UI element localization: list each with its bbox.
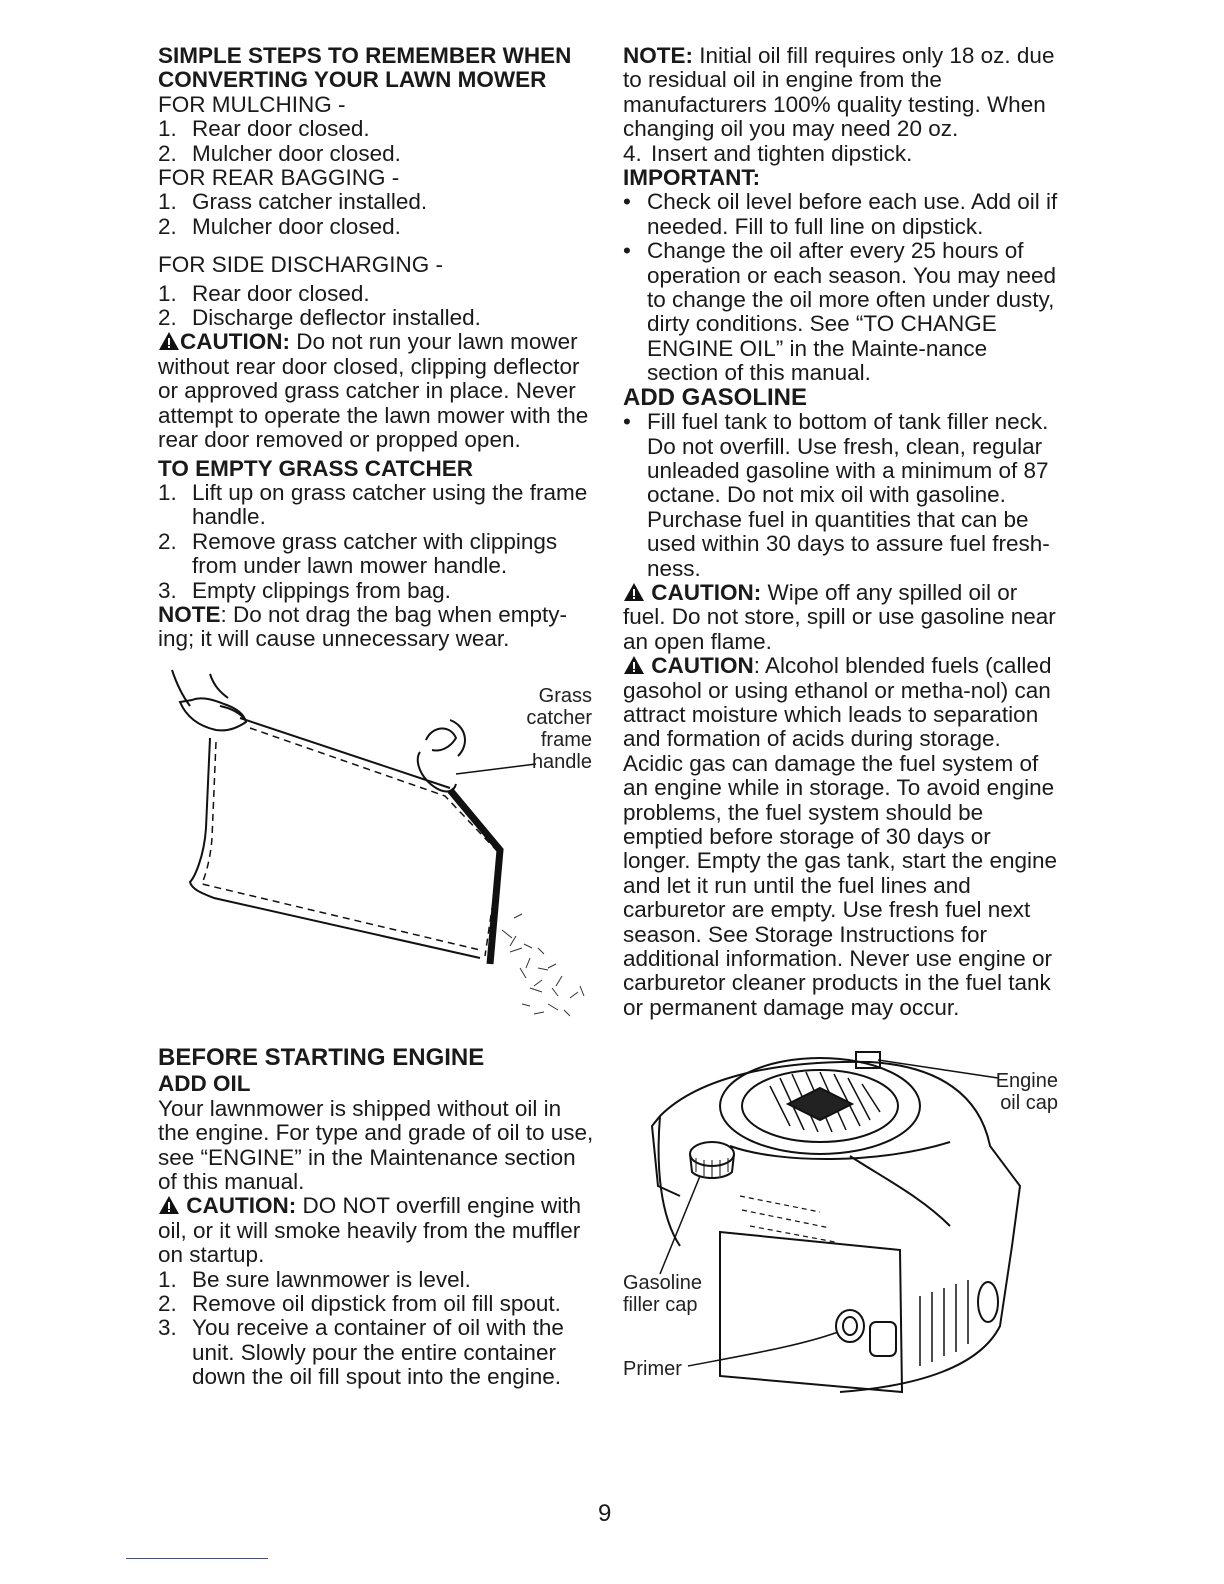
caution-alcohol-fuels: CAUTION: Alcohol blended fuels (called gasohol or using ethanol or metha-nol) can attract moisture which leads to separation and formation of acids during storage. Acidic gas can damage the fuel system of an engine while in storage. To avoid engine problems, the fuel system should be emptied before storage of 30 days or longer. Empty the gas tank, start the engine and let it run until the fuel lines and carburetor are empty. Use fresh fuel next season. See Storage Instructions for additional information. Never use engine or carburetor cleaner products in the fuel tank or permanent damage may occur.: [623, 653, 1058, 1020]
caution-overfill: CAUTION: DO NOT overfill engine with oil, or it will smoke heavily from the muffler on startup.: [158, 1193, 581, 1268]
note-initial-oil: NOTE: Initial oil fill requires only 18 oz. due to residual oil in engine from the manufacturers 100% quality testing. When changing oil you may need 20 oz.: [623, 43, 1055, 142]
grass-catcher-label: Grass catcher frame handle: [526, 685, 592, 773]
empty-catcher-heading: TO EMPTY GRASS CATCHER: [158, 455, 474, 481]
caution-rear-door: CAUTION: Do not run your lawn mower without rear door closed, clipping deflector or approved grass catcher in place. Never attempt to operate the lawn mower with the rear door removed or propped open.: [158, 329, 589, 453]
list-item: 1. Be sure lawnmower is level.: [158, 1266, 471, 1292]
list-item: • Change the oil after every 25 hours of operation or each season. You may need to change the oil more often under dusty, dirty conditions. See “TO CHANGE ENGINE OIL” in the Mainte-nance section of this manual.: [623, 238, 1057, 386]
add-oil-text: Your lawnmower is shipped without oil in the engine. For type and grade of oil to use, see “ENGINE” in the Maintenance section of this manual.: [158, 1095, 594, 1195]
rear-bagging-heading: FOR REAR BAGGING -: [158, 165, 400, 191]
warning-icon: [623, 655, 645, 675]
important-heading: IMPORTANT:: [623, 165, 761, 191]
list-item: 1. Grass catcher installed.: [158, 189, 428, 215]
list-item: 2. Discharge deflector installed.: [158, 305, 481, 331]
section-title: SIMPLE STEPS TO REMEMBER WHEN CONVERTING YOUR LAWN MOWER: [158, 43, 572, 93]
list-item: 3. You receive a container of oil with the unit. Slowly pour the entire container down the oil fill spout into the engine.: [158, 1315, 564, 1390]
warning-icon: [158, 1195, 180, 1215]
caution-spilled-fuel: CAUTION: Wipe off any spilled oil or fuel. Do not store, spill or use gasoline near an open flame.: [623, 579, 1056, 654]
list-item: 1. Rear door closed.: [158, 280, 370, 306]
note-drag-bag: NOTE: Do not drag the bag when empty-ing; it will cause unnecessary wear.: [158, 601, 567, 652]
list-item: 2. Mulcher door closed.: [158, 213, 401, 239]
list-item: 1. Rear door closed.: [158, 116, 370, 142]
page-number: 9: [598, 1500, 612, 1527]
list-item: 4. Insert and tighten dipstick.: [623, 140, 913, 166]
add-oil-heading: ADD OIL: [158, 1071, 251, 1097]
gasoline-filler-cap-label: Gasoline filler cap: [623, 1272, 702, 1316]
list-item: • Check oil level before each use. Add oil if needed. Fill to full line on dipstick.: [623, 189, 1058, 239]
list-item: 2. Mulcher door closed.: [158, 140, 401, 166]
footer-rule: [126, 1558, 268, 1559]
list-item: • Fill fuel tank to bottom of tank filler neck. Do not overfill. Use fresh, clean, regular unleaded gasoline with a minimum of 87 octane. Do not mix oil with gasoline. Purchase fuel in quantities that can be used within 30 days to assure fuel fresh-ness.: [623, 409, 1050, 581]
warning-icon: [623, 582, 645, 602]
before-starting-heading: BEFORE STARTING ENGINE: [158, 1044, 485, 1071]
right-column: [623, 44, 1063, 1020]
side-discharging-heading: FOR SIDE DISCHARGING -: [158, 252, 444, 278]
list-item: 2. Remove grass catcher with clippings from under lawn mower handle.: [158, 528, 558, 579]
left-column: [158, 44, 598, 652]
mulching-heading: FOR MULCHING -: [158, 91, 346, 117]
warning-icon: [158, 331, 180, 351]
primer-label: Primer: [623, 1358, 682, 1380]
before-starting-section: [158, 1046, 598, 1390]
add-gasoline-heading: ADD GASOLINE: [623, 383, 808, 411]
engine-oil-cap-label: Engine oil cap: [995, 1070, 1058, 1114]
list-item: 1. Lift up on grass catcher using the frame handle.: [158, 479, 588, 530]
list-item: 3. Empty clippings from bag.: [158, 577, 451, 603]
list-item: 2. Remove oil dipstick from oil fill spout.: [158, 1291, 561, 1317]
